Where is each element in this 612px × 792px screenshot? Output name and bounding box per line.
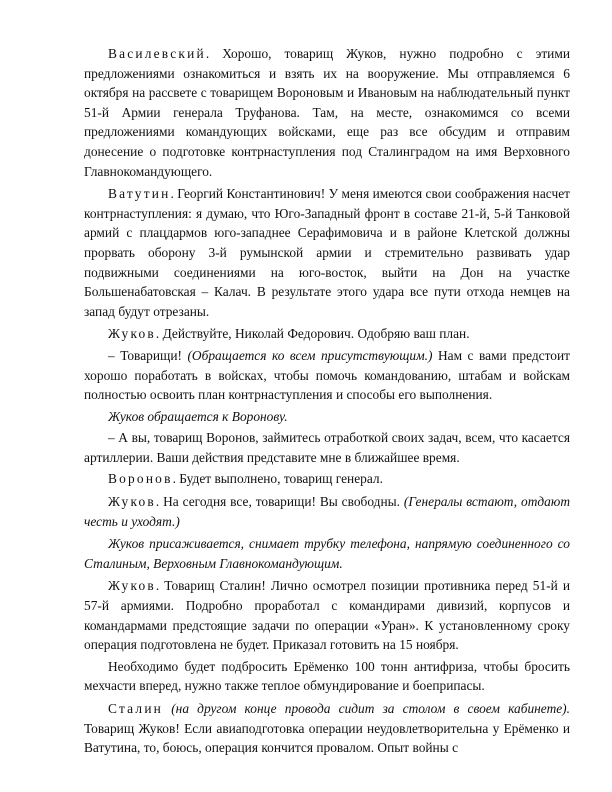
speaker-name: Жуков <box>108 494 156 510</box>
speaker-name: Жуков <box>108 326 156 342</box>
paragraph-text: Товарищ Жуков! Если авиаподготовка операции неудовлетворительна у Ерёменко и Ватутина, то, боюсь, операция кончится провалом. Опыт войны с <box>84 720 570 756</box>
paragraph-vatutin <box>84 184 570 321</box>
stage-remark: (на другом конце провода сидит за столом в своем кабинете). <box>163 701 570 716</box>
paragraph-prefix: – Товарищи! <box>108 347 188 363</box>
paragraph-zhukov-3 <box>84 428 570 467</box>
speaker-name: Воронов <box>108 471 173 487</box>
speaker-name: Жуков <box>108 578 156 594</box>
stage-direction-2: Жуков присаживается, снимает трубку телефона, напрямую соединенного со Сталиным, Верховным Главнокомандующим. <box>84 536 570 571</box>
paragraph-text: . Товарищ Сталин! Лично осмотрел позиции противника перед 51-й и 57-й армиями. Подробно проработал с командирами дивизий, корпусов и командармами предстоящие задачи по операции «Уран». К установленному сроку операция подготовлена не будет. Приказал готовить на 15 ноября. <box>84 578 570 653</box>
paragraph-voronov <box>84 469 570 489</box>
paragraph-vasilevsky <box>84 44 570 181</box>
paragraph-text: Нам с вами предстоит хорошо поработать в войсках, чтобы помочь командованию, штабам и войскам полностью освоить план контрнаступления и способы его выполнения. <box>84 347 570 403</box>
paragraph-text: . Действуйте, Николай Федорович. Одобряю ваш план. <box>155 326 470 342</box>
paragraph-text: . Хорошо, товарищ Жуков, нужно подробно с этими предложениями ознакомиться и взять их на вооружение. Мы отправляемся 6 октября на рассвете с товарищем Вороновым и Ивановым на наблюдательный пункт 51-й Армии генерала Труфанова. Там, на месте, ознакомимся со всеми предложениями командующих войсками, еще раз все обсудим и отправим донесение о подготовке контрнаступления под Сталинградом на имя Верховного Главнокомандующего. <box>84 46 570 179</box>
paragraph-zhukov-2 <box>84 346 570 405</box>
paragraph-stalin <box>84 699 570 758</box>
paragraph-text: . На сегодня все, товарищи! Вы свободны. <box>155 494 404 510</box>
stage-remark: (Обращается ко всем присутствующим.) <box>187 347 433 363</box>
speaker-name: Василевский <box>108 46 206 61</box>
stage-direction-1: Жуков обращается к Воронову. <box>108 408 288 424</box>
paragraph-text: Необходимо будет подбросить Ерёменко 100 тонн антифриза, чтобы бросить мехчасти вперед, нужно также теплое обмундирование и боеприпасы. <box>84 658 570 694</box>
speaker-name: Ватутин <box>108 186 171 202</box>
stage-remark: (Генералы встают, отдают честь и уходят.) <box>84 494 570 529</box>
paragraph-text: . Будет выполнено, товарищ генерал. <box>172 471 383 487</box>
paragraph-zhukov-4 <box>84 492 570 531</box>
paragraph-zhukov-6 <box>84 657 570 696</box>
paragraph-zhukov-5 <box>84 576 570 654</box>
paragraph-text: – А вы, товарищ Воронов, займитесь отработкой своих задач, всем, что касается артиллерии. Ваши действия представите мне в ближайшее время. <box>84 430 570 465</box>
paragraph-text: . Георгий Константинович! У меня имеются свои соображения насчет контрнаступления: я думаю, что Юго-Западный фронт в составе 21-й, 5-й Танковой армий с плацдармов юго-западнее Серафимовича и в районе Клетской должны прорвать оборону 3-й румынской армии и стремительно развивать удар подвижными соединениями на юго-восток, выйти на Дон на участке Большенабатовская – Калач. В результате этого удара все пути отхода немцев на запад будут отрезаны. <box>84 186 570 319</box>
paragraph-zhukov-1 <box>84 324 570 344</box>
speaker-name: Сталин <box>108 701 164 716</box>
